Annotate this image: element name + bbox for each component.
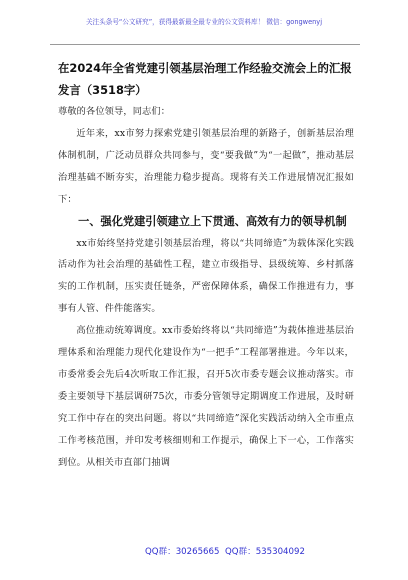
header-divider	[50, 44, 360, 45]
section-heading-1: 一、强化党建引领建立上下贯通、高效有力的领导机制	[78, 214, 347, 228]
document-body	[58, 57, 354, 474]
document-title: 在2024年全省党建引领基层治理工作经验交流会上的汇报发言（3518字）	[58, 61, 352, 97]
body-paragraph: 高位推动统筹调度。xx市委始终将以“共同缔造”为载体推进基层治理体系和治理能力现代化建设作为“一把手”工程部署推进。今年以来，市委常委会先后4次听取工作汇报，召开5次市委专题会议推动落实。市委主要领导下基层调研75次，市委分管领导定期调度工作进展，及时研究工作中存在的突出问题。将以“共同缔造”深化实践活动纳入全市重点工作考核范围，并印发考核细则和工作提示，确保上下一心，工作落实到位。从相关市直部门抽调	[58, 325, 354, 468]
qq-group-2: QQ群：535304092	[225, 547, 305, 557]
salutation: 尊敬的各位领导，同志们：	[58, 106, 171, 117]
intro-paragraph: 近年来，xx市努力探索党建引领基层治理的新路子，创新基层治理体制机制，广泛动员群众共同参与，变“要我做”为“一起做”，推动基层治理基础不断夯实，治理能力稳步提高。现将有关工作进展情况汇报如下：	[58, 127, 354, 205]
body-paragraph: xx市始终坚持党建引领基层治理，将以“共同缔造”为载体深化实践活动作为社会治理的基础性工程，建立市级指导、县级统筹、乡村抓落实的工作机制，压实责任链条，严密保障体系，确保工作推进有力，事事有人管、件件能落实。	[58, 237, 354, 315]
page-header-banner: 关注头条号“公文研究”，获得最新最全最专业的公文资料库！ 微信：gongwenyj	[85, 18, 323, 26]
qq-group-1: QQ群：30265665	[145, 547, 220, 557]
